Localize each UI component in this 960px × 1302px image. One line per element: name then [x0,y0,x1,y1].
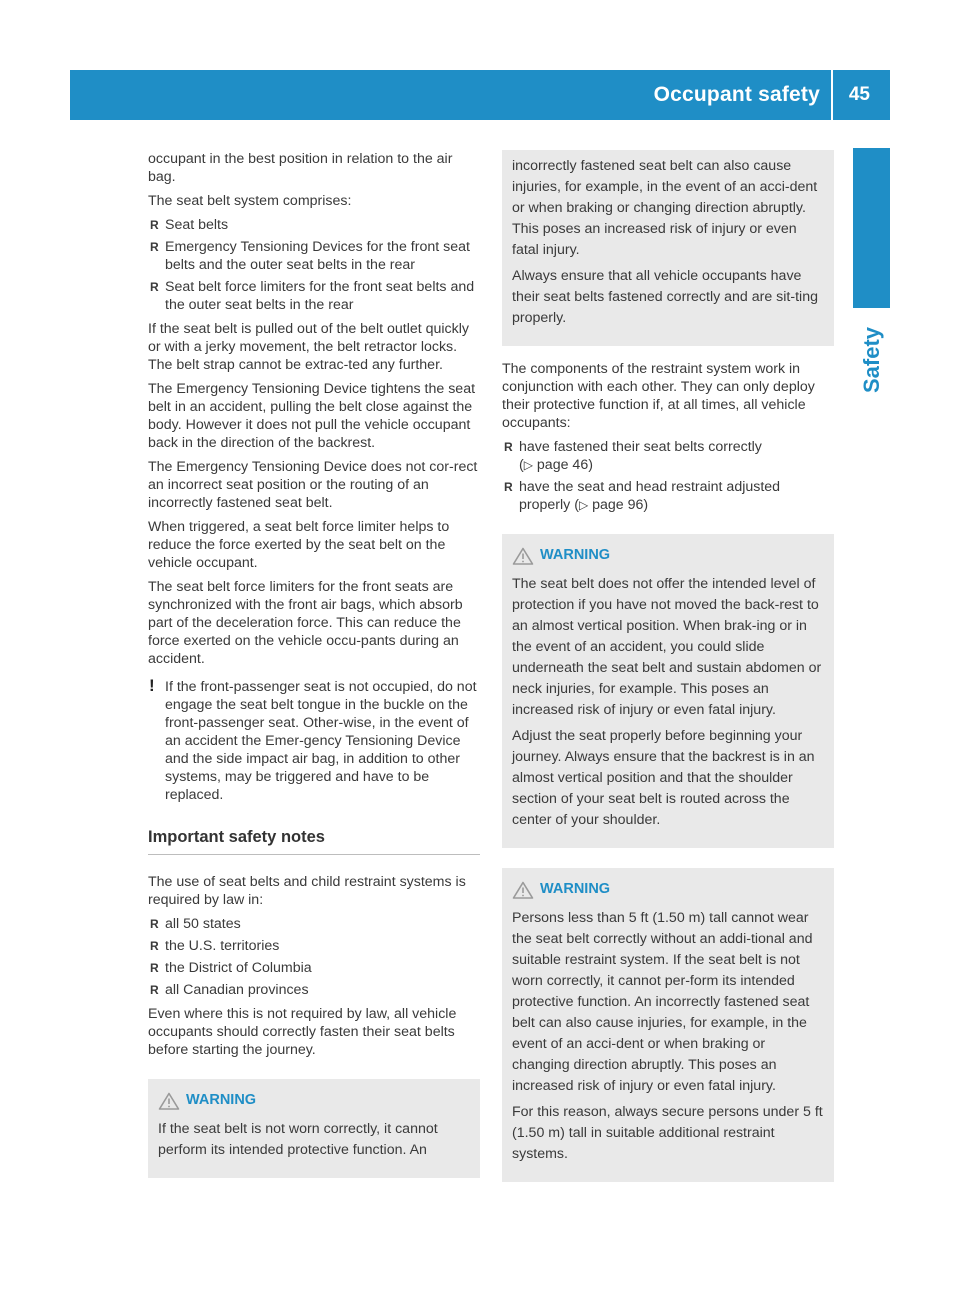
list-item: R all 50 states [150,916,241,932]
chapter-title: Occupant safety [653,83,820,106]
right-column [502,150,834,1182]
page-ref-arrow-icon: ▷ [523,458,533,472]
warning-text: incorrectly fastened seat belt can also cause injuries, for example, in the event of an acci-dent or when braking or changing direction abruptly. This poses an increased risk of injury or even fatal injury. [512,158,818,258]
paragraph: occupant in the best position in relation to the air bag. [148,151,453,185]
bullet-list [502,438,834,514]
page-reference-link[interactable]: page 96 [592,497,644,513]
list-item: R the District of Columbia [150,960,312,976]
paragraph: If the seat belt is pulled out of the belt outlet quickly or with a jerky movement, the belt retractor locks. The belt strap cannot be extrac-ted any further. [148,321,469,373]
warning-header [512,879,824,900]
warning-text: If the seat belt is not worn correctly, it cannot perform its intended protective function. An [158,1121,438,1158]
paragraph: The use of seat belts and child restraint systems is required by law in: [148,874,466,908]
page-header [70,70,890,120]
bullet-icon: R [150,218,159,232]
section-body [148,873,480,1059]
list-item: R have fastened their seat belts correctly (▷ page 46) [504,439,762,473]
list-item: R the U.S. territories [150,938,280,954]
warning-box [502,868,834,1182]
list-item: R Emergency Tensioning Devices for the front seat belts and the outer seat belts in the rear [150,239,470,273]
warning-text: Persons less than 5 ft (1.50 m) tall cannot wear the seat belt correctly without an addi-tional and suitable restraint system. If the seat belt is not worn correctly, it cannot per-form its intended protective function. An incorrectly fastened seat belt can also cause injuries, for example, in the event of an acci-dent or when braking or changing direction abruptly. This poses an increased risk of injury or even fatal injury. [512,910,813,1094]
left-column [148,150,480,1178]
warning-text: The seat belt does not offer the intended level of protection if you have not moved the back-rest to an almost vertical position. When brak-ing or in the event of an accident, you could slide underneath the seat belt and sustain abdomen or neck injuries, for example. This poses an increased risk of injury or even fatal injury. [512,576,822,718]
paragraph: Even where this is not required by law, all vehicle occupants should correctly fasten their seat belts before starting the journey. [148,1006,457,1058]
section-side-label [853,320,890,400]
warning-box [502,534,834,848]
caution-note [148,678,480,804]
list-item: R all Canadian provinces [150,982,309,998]
bullet-list [148,915,480,999]
paragraph: The components of the restraint system work in conjunction with each other. They can only deploy their protective function if, at all times, all vehicle occupants: [502,361,815,431]
bullet-icon: R [150,917,159,931]
bullet-icon: R [150,983,159,997]
warning-header [158,1090,470,1111]
page-reference-link[interactable]: page 46 [536,457,589,473]
warning-box-continued [502,150,834,346]
warning-box [148,1079,480,1178]
bullet-icon: R [150,280,159,294]
paragraph: The Emergency Tensioning Device tightens the seat belt in an accident, pulling the belt close against the body. However it does not pull the vehicle occupant back in the direction of the backrest. [148,381,476,451]
warning-text: For this reason, always secure persons under 5 ft (1.50 m) tall in suitable additional restraint systems. [512,1104,823,1162]
warning-text: Always ensure that all vehicle occupants have their seat belts fastened correctly and are sit-ting properly. [512,268,818,326]
bullet-icon: R [504,480,513,494]
list-item: R Seat belt force limiters for the front seat belts and the outer seat belts in the rear [150,279,475,313]
warning-triangle-icon [158,1092,180,1110]
warning-header [512,545,824,566]
warning-label: WARNING [186,1092,257,1108]
warning-triangle-icon [512,881,534,899]
exclamation-icon: ! [149,676,155,695]
paragraph: The seat belt system comprises: [148,193,352,209]
bullet-icon: R [150,240,159,254]
section-side-tab [853,148,890,308]
paragraph: When triggered, a seat belt force limiter helps to reduce the force exerted by the seat belt on the vehicle occupant. [148,519,450,571]
paragraph: The Emergency Tensioning Device does not cor-rect an incorrect seat position or the routing of an incorrectly fastened seat belt. [148,459,478,511]
paragraph: The seat belt force limiters for the front seats are synchronized with the front air bags, which absorb part of the deceleration force. This can reduce the force exerted on the vehicle occu-pants during an accident. [148,579,463,667]
header-divider [831,70,833,120]
page-ref-arrow-icon: ▷ [578,498,589,512]
list-item: R have the seat and head restraint adjusted properly (▷ page 96) [504,479,781,513]
warning-text: Adjust the seat properly before beginning your journey. Always ensure that the backrest is in an almost vertical position and that the shoulder section of your seat belt is routed across the center of your shoulder. [512,728,815,828]
page-number: 45 [848,84,870,105]
bullet-icon: R [150,961,159,975]
section-heading: Important safety notes [148,828,480,855]
side-label-text: Safety [858,326,884,394]
bullet-icon: R [150,939,159,953]
warning-triangle-icon [512,547,534,565]
list-item: R Seat belts [150,217,229,233]
bullet-list [148,216,480,314]
note-text: If the front-passenger seat is not occupied, do not engage the seat belt tongue in the buckle on the front-passenger seat. Other-wise, in the event of an accident the Emer-gency Tensioning Device and the side impact air bag, in addition to other systems, may be triggered and have to be replaced. [165,679,477,803]
bullet-icon: R [504,440,513,454]
warning-label: WARNING [540,881,611,897]
warning-label: WARNING [540,547,611,563]
